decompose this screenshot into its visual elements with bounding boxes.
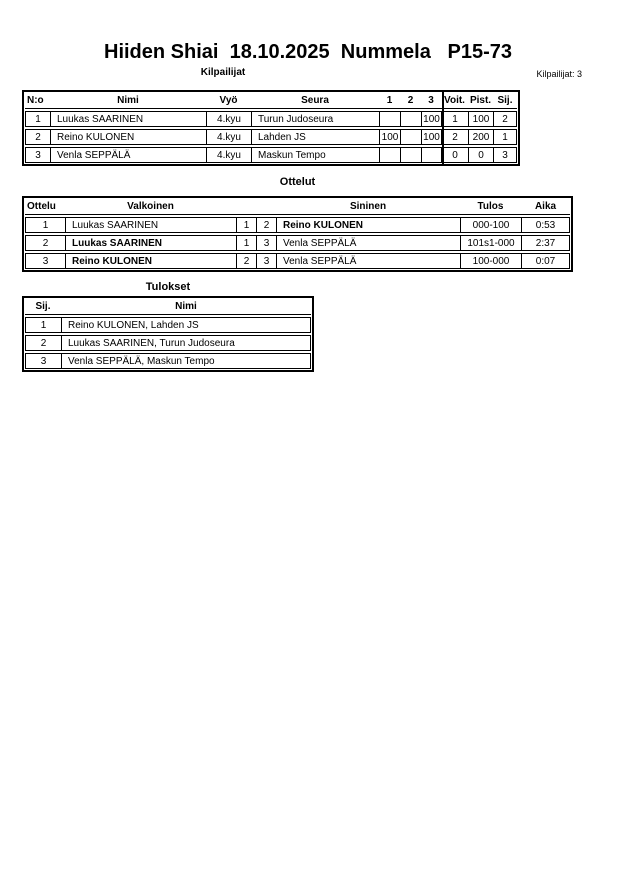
blue-player-no: 3 (257, 236, 277, 250)
column-header-name: Nimi (117, 94, 139, 106)
results-table (22, 296, 314, 372)
points-value: 200 (469, 130, 494, 144)
competitor-no: 2 (26, 130, 51, 144)
wins-value: 1 (442, 112, 469, 126)
column-header-round3: 3 (428, 94, 434, 106)
match-score: 000-100 (461, 218, 522, 232)
column-header-score: Tulos (477, 200, 504, 212)
section-title-competitors: Kilpailijat (200, 67, 246, 78)
competitor-club: Maskun Tempo (252, 148, 380, 162)
result-place: 1 (26, 318, 62, 332)
results-table-header (25, 298, 311, 315)
column-header-place: Sij. (497, 94, 513, 106)
column-header-round1: 1 (386, 94, 393, 106)
blue-player: Reino KULONEN (277, 218, 461, 232)
round3-score: 100 (422, 112, 442, 126)
header-spacer (236, 198, 256, 214)
table-row (25, 317, 311, 333)
competitor-name: Luukas SAARINEN (51, 112, 207, 126)
competitor-name: Reino KULONEN (51, 130, 207, 144)
table-row (25, 253, 570, 269)
place-value: 3 (502, 149, 508, 161)
column-header-match: Ottelu (27, 200, 56, 212)
competitor-club: Lahden JS (252, 130, 380, 144)
column-header-name: Nimi (175, 300, 197, 312)
round3-score (422, 148, 442, 162)
table-row (25, 217, 570, 233)
header-spacer (256, 198, 276, 214)
result-name: Luukas SAARINEN, Turun Judoseura (68, 337, 235, 349)
match-no: 2 (26, 236, 66, 250)
competitor-belt: 4.kyu (207, 112, 252, 126)
round2-score (401, 112, 422, 126)
round3-score: 100 (422, 130, 442, 144)
result-place: 2 (26, 336, 62, 350)
wins-value: 2 (442, 130, 469, 144)
column-header-blue: Sininen (349, 200, 387, 212)
column-header-no: N:o (27, 94, 44, 106)
blue-player: Venla SEPPÄLÄ (277, 254, 461, 268)
column-header-time: Aika (534, 200, 557, 212)
result-name: Reino KULONEN, Lahden JS (68, 319, 199, 331)
white-player-no: 2 (237, 254, 257, 268)
round1-score (380, 148, 401, 162)
competitor-no: 3 (26, 148, 51, 162)
points-value: 100 (469, 112, 494, 126)
place-value: 2 (502, 113, 508, 125)
table-row (25, 335, 311, 351)
page-title: Hiiden Shiai 18.10.2025 Nummela P15-73 (104, 41, 512, 63)
competitor-count: Kilpailijat: 3 (536, 69, 582, 79)
matches-table (22, 196, 573, 272)
result-name: Venla SEPPÄLÄ, Maskun Tempo (68, 355, 215, 367)
column-header-round2: 2 (407, 94, 414, 106)
section-title-results: Tulokset (145, 281, 191, 293)
white-player: Reino KULONEN (66, 254, 237, 268)
column-header-place: Sij. (35, 300, 51, 312)
match-score: 101s1-000 (461, 236, 522, 250)
match-time: 0:07 (535, 255, 556, 267)
competitor-club: Turun Judoseura (252, 112, 380, 126)
blue-player: Venla SEPPÄLÄ (277, 236, 461, 250)
match-no: 1 (26, 218, 66, 232)
competitor-no: 1 (26, 112, 51, 126)
table-row (25, 235, 570, 251)
white-player: Luukas SAARINEN (66, 236, 237, 250)
match-score: 100-000 (461, 254, 522, 268)
competitor-belt: 4.kyu (207, 130, 252, 144)
competitor-name: Venla SEPPÄLÄ (51, 148, 207, 162)
competitor-belt: 4.kyu (207, 148, 252, 162)
white-player-no: 1 (237, 236, 257, 250)
column-header-points: Pist. (469, 94, 492, 106)
section-title-matches: Ottelut (279, 176, 316, 188)
round1-score: 100 (380, 130, 401, 144)
round2-score (401, 130, 422, 144)
match-time: 2:37 (535, 237, 556, 249)
competitors-table (22, 90, 520, 166)
place-value: 1 (502, 131, 508, 143)
round1-score (380, 112, 401, 126)
column-header-wins: Voit. (444, 94, 465, 106)
result-place: 3 (26, 354, 62, 368)
table-row (25, 353, 311, 369)
wins-value: 0 (442, 148, 469, 162)
match-no: 3 (26, 254, 66, 268)
column-header-belt: Vyö (219, 94, 238, 106)
column-header-club: Seura (301, 94, 329, 106)
points-value: 0 (469, 148, 494, 162)
group-separator-line (442, 92, 444, 164)
round2-score (401, 148, 422, 162)
column-header-white: Valkoinen (127, 200, 174, 212)
white-player: Luukas SAARINEN (66, 218, 237, 232)
white-player-no: 1 (237, 218, 257, 232)
matches-table-header (25, 198, 570, 215)
match-time: 0:53 (535, 219, 556, 231)
blue-player-no: 2 (257, 218, 277, 232)
blue-player-no: 3 (257, 254, 277, 268)
